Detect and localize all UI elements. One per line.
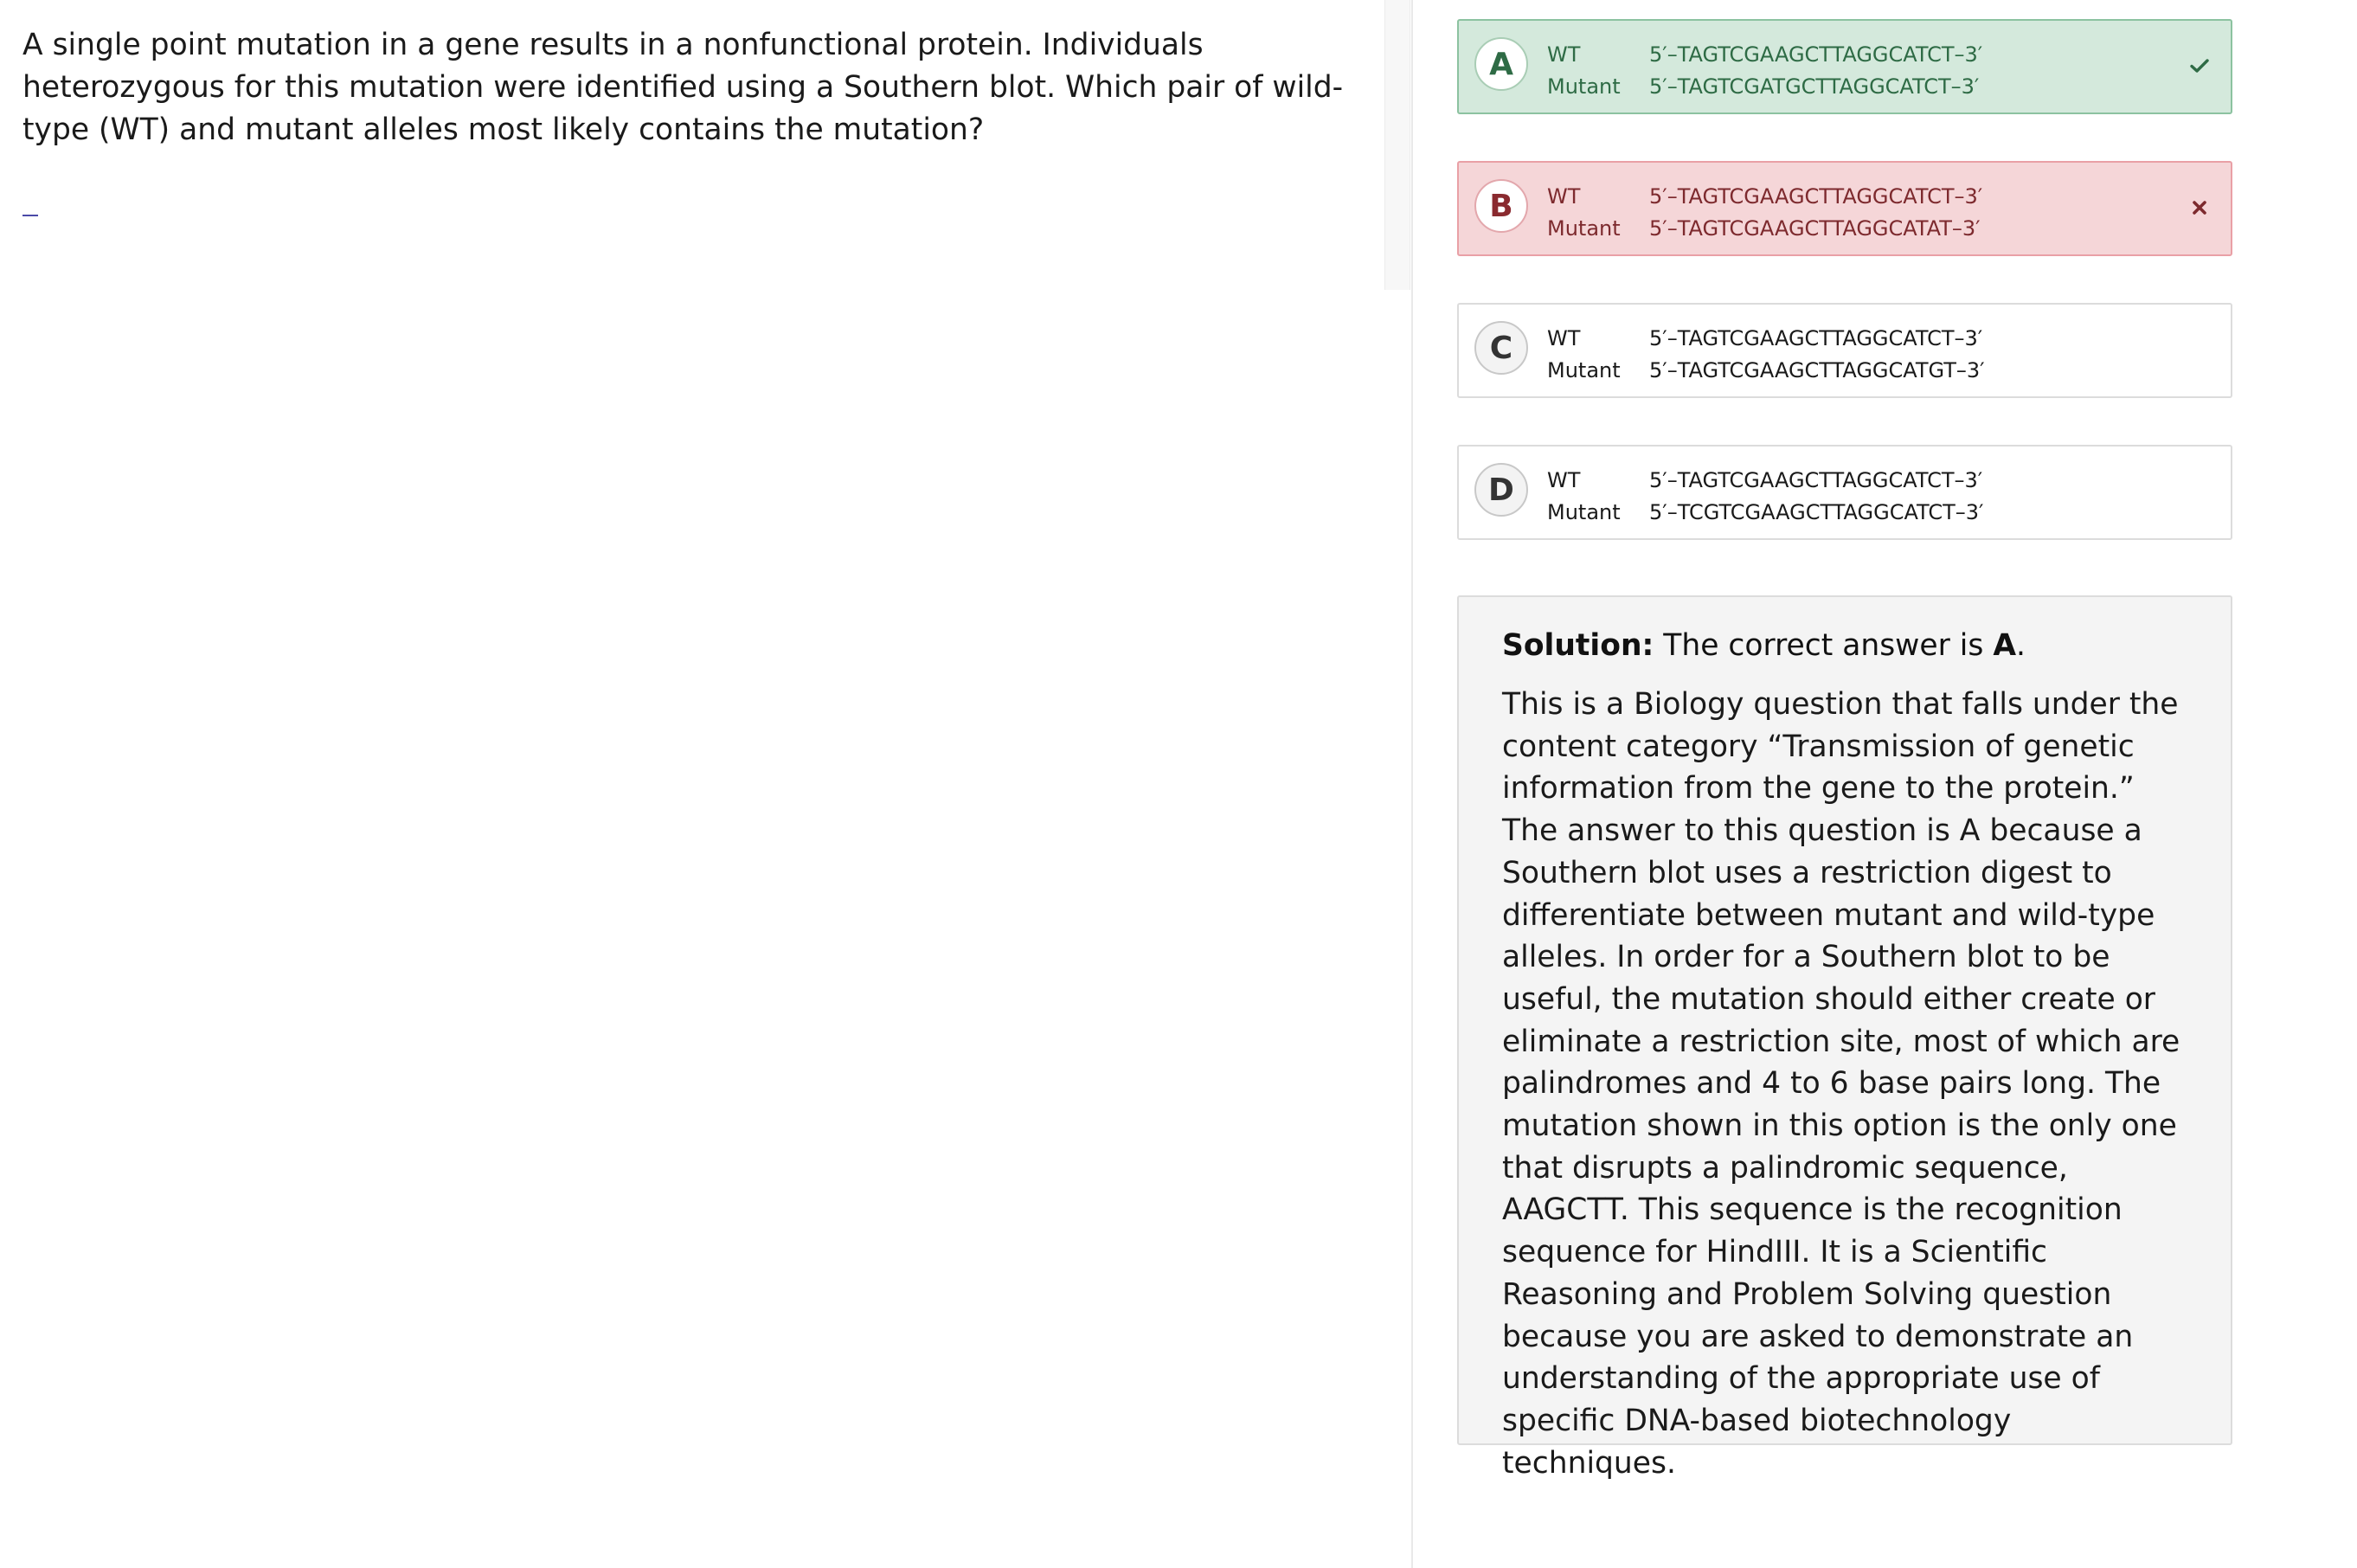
mutant-sequence: 5′–TCGTCGAAGCTTAGGCATCT–3′ [1649, 500, 1984, 524]
x-icon [2187, 196, 2212, 220]
option-letter-a: A [1474, 37, 1528, 91]
mutant-label: Mutant [1547, 500, 1621, 524]
wt-row [1547, 181, 1982, 212]
solution-lead: The correct answer is [1663, 628, 1984, 663]
wt-label: WT [1547, 42, 1581, 67]
option-letter-d: D [1474, 463, 1528, 517]
mutant-sequence: 5′–TAGTCGAAGCTTAGGCATAT–3′ [1649, 216, 1981, 241]
option-letter-b: B [1474, 179, 1528, 233]
mutant-sequence: 5′–TAGTCGATGCTTAGGCATCT–3′ [1649, 74, 1980, 99]
checkmark-icon [2187, 54, 2212, 78]
wt-sequence: 5′–TAGTCGAAGCTTAGGCATCT–3′ [1649, 326, 1983, 350]
mutant-row [1547, 71, 1979, 102]
mutant-label: Mutant [1547, 216, 1621, 241]
wt-row [1547, 323, 1982, 354]
pane-divider[interactable] [1411, 0, 1413, 1568]
mutant-label: Mutant [1547, 358, 1621, 382]
wt-label: WT [1547, 184, 1581, 209]
answer-option-a[interactable] [1457, 19, 2232, 114]
wt-sequence: 5′–TAGTCGAAGCTTAGGCATCT–3′ [1649, 42, 1983, 67]
mutant-row [1547, 213, 1981, 244]
answer-option-d[interactable] [1457, 445, 2232, 540]
solution-label: Solution: [1502, 628, 1654, 663]
solution-end: . [2016, 628, 2026, 663]
mutant-label: Mutant [1547, 74, 1621, 99]
solution-panel [1457, 595, 2232, 1481]
wt-row [1547, 465, 1982, 496]
answer-option-c[interactable] [1457, 303, 2232, 398]
wt-sequence: 5′–TAGTCGAAGCTTAGGCATCT–3′ [1649, 184, 1983, 209]
solution-explanation: This is a Biology question that falls under the content category “Transmission of genetic information from the gene to the protein.” The answer to this question is A because a Southern blot uses a restriction digest to differentiate between mutant and wild-type alleles. In order for a Southern blot to be useful, the mutation should either create or eliminate a restriction site, most of which are palindromes and 4 to 6 base pairs long. The mutation shown in this option is the only one that disrupts a palindromic sequence, AAGCTT. This sequence is the recognition sequence for HindIII. It is a Scientific Reasoning and Problem Solving question because you are asked to demonstrate an understanding of the appropriate use of specific DNA-based biotechnology techniques. [1502, 687, 2180, 1481]
solution-answer: A [1993, 628, 2017, 663]
cursor-dash [22, 215, 38, 216]
question-stem: A single point mutation in a gene results in a nonfunctional protein. Individuals heterozygous for this mutation were identified using a Southern blot. Which pair of wild-type (WT) and mutant alleles most likely contains the mutation? [22, 28, 1344, 147]
answer-option-b[interactable] [1457, 161, 2232, 256]
mutant-row [1547, 355, 1985, 386]
solution-heading [1502, 625, 2187, 667]
wt-label: WT [1547, 326, 1581, 350]
wt-label: WT [1547, 468, 1581, 492]
mutant-row [1547, 497, 1983, 528]
option-letter-c: C [1474, 321, 1528, 375]
wt-row [1547, 39, 1982, 70]
question-pane-scrollbar[interactable] [1384, 0, 1410, 290]
mutant-sequence: 5′–TAGTCGAAGCTTAGGCATGT–3′ [1649, 358, 1985, 382]
wt-sequence: 5′–TAGTCGAAGCTTAGGCATCT–3′ [1649, 468, 1983, 492]
